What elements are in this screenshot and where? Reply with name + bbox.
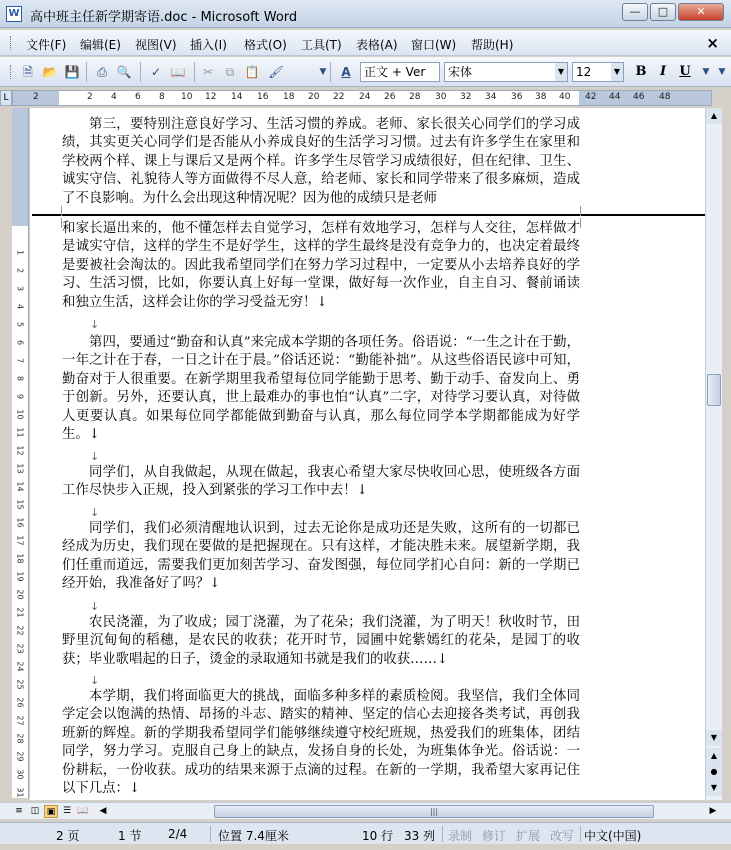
ruler-tick: 27 <box>15 715 25 726</box>
ruler-tick: 10 <box>181 92 193 102</box>
ruler-tick: 8 <box>159 92 165 102</box>
format-painter-icon[interactable]: 🖌 <box>268 65 284 79</box>
copy-icon[interactable]: ⧉ <box>225 65 235 79</box>
document-close-button[interactable]: × <box>706 34 719 52</box>
open-folder-icon[interactable]: 📂 <box>42 65 58 79</box>
ruler-tick: 2 <box>15 267 25 274</box>
ruler-tick: 42 <box>585 92 597 102</box>
maximize-button[interactable] <box>650 3 676 21</box>
crop-mark <box>580 218 602 228</box>
horizontal-scroll-thumb[interactable]: ||| <box>214 805 654 818</box>
status-separator <box>210 826 211 842</box>
ruler-tick: 18 <box>15 553 25 564</box>
status-position[interactable]: 位置 7.4厘米 <box>218 829 289 843</box>
ruler-tick: 12 <box>205 92 217 102</box>
scroll-right-icon[interactable]: ▶ <box>709 806 717 816</box>
paragraph[interactable]: 第三，要特别注意良好学习、生活习惯的养成。老师、家长很关心同学们的学习成绩，其实更关心同学们是否能从小养成良好的生活学习习惯。过去有许多学生在家里和学校两个样、课上与课后又是两个样。许多学生尽管学习成绩很好，但在纪律、卫生、诚实守信、礼貌待人等方面做得不尽人意，给老师、家长和同学带来了很多麻烦，造成了不良影响。为什么会出现这种情况呢？因为他的成绩只是老师 <box>62 117 580 206</box>
ruler-tick: 2 <box>87 92 93 102</box>
status-section[interactable]: 1 节 <box>118 829 142 843</box>
ruler-tick: 29 <box>15 751 25 762</box>
ruler-tick: 4 <box>15 303 25 310</box>
document-area[interactable] <box>30 108 705 800</box>
font-value: 宋体 <box>448 65 473 79</box>
status-bar <box>0 822 731 844</box>
status-record-macro[interactable]: 录制 <box>448 829 473 843</box>
ruler-tick: 48 <box>659 92 671 102</box>
status-separator <box>580 826 581 842</box>
paragraph[interactable]: 同学们，从自我做起，从现在做起，我衷心希望大家尽快收回心思，使班级各方面工作尽快步入正规，投入到紧张的学习工作中去！↓ <box>62 465 580 499</box>
paragraph[interactable]: 第四，要通过“勤奋和认真”来完成本学期的各项任务。俗语说：“一生之计在于勤，一年之计在于春，一日之计在于晨。”俗话还说：“勤能补拙”。从这些俗语民谚中可知，勤奋对于人很重要。在新学期里我希望每位同学能勤于思考、勤于动手、奋发向上、勇于创新。另外，还要认真，世上最难办的事也怕“认真”二字，对待学习要认真，对待做人更要认真。如果每位同学都能做到勤奋与认真，那么每位同学本学期都能成为好学生。↓ <box>62 335 580 443</box>
ruler-tick: 30 <box>435 92 447 102</box>
spelling-icon[interactable]: ✓ <box>150 65 162 79</box>
close-icon: ✕ <box>696 5 706 18</box>
ruler-tick: 14 <box>231 92 243 102</box>
bold-button[interactable]: B <box>635 64 647 79</box>
tab-selector[interactable]: L <box>0 90 12 106</box>
title-bar <box>0 0 731 28</box>
ruler-tick: 19 <box>15 571 25 582</box>
ruler-tick: 14 <box>15 481 25 492</box>
style-value: 正文 + Ver <box>364 65 426 79</box>
status-page[interactable]: 2 页 <box>56 829 80 843</box>
ruler-tick: 26 <box>15 697 25 708</box>
ruler-tick: 16 <box>257 92 269 102</box>
menu-insert[interactable]: 插入(I) <box>190 38 227 52</box>
word-app-icon[interactable]: W <box>6 6 22 22</box>
status-extend-selection[interactable]: 扩展 <box>516 829 541 843</box>
toolbar-separator <box>140 62 141 82</box>
crop-mark <box>40 218 62 228</box>
minimize-icon: — <box>629 5 641 18</box>
font-combobox[interactable] <box>444 62 568 82</box>
new-document-icon[interactable]: 🗎 <box>23 65 33 79</box>
research-icon[interactable]: 📖 <box>170 65 186 79</box>
paragraph-mark: ↓ <box>90 450 100 463</box>
toolbar-separator <box>86 62 87 82</box>
menu-file[interactable]: 文件(F) <box>26 38 67 52</box>
maximize-icon: □ <box>657 5 669 18</box>
ruler-tick: 10 <box>15 409 25 420</box>
menu-edit[interactable]: 编辑(E) <box>80 38 121 52</box>
ruler-tick: 40 <box>559 92 571 102</box>
outline-view-icon[interactable]: ☰ <box>62 806 72 816</box>
ruler-tick: 6 <box>135 92 141 102</box>
ruler-tick: 30 <box>15 769 25 780</box>
chevron-down-icon[interactable]: ▼ <box>611 63 623 81</box>
toolbar-grip[interactable] <box>10 65 13 79</box>
menu-tools[interactable]: 工具(T) <box>301 38 342 52</box>
ruler-tick: 17 <box>15 535 25 546</box>
ruler-tick: 23 <box>15 643 25 654</box>
ruler-tick: 6 <box>15 339 25 346</box>
vertical-scroll-thumb[interactable] <box>707 374 721 406</box>
chevron-down-icon[interactable]: ▼ <box>555 63 567 81</box>
ruler-tick: 3 <box>15 285 25 292</box>
print-icon[interactable]: ⎙ <box>97 65 107 79</box>
underline-button[interactable]: U <box>679 64 691 79</box>
menu-window[interactable]: 窗口(W) <box>411 38 457 52</box>
status-overtype[interactable]: 改写 <box>550 829 575 843</box>
ruler-tick: 20 <box>15 589 25 600</box>
status-line[interactable]: 10 行 <box>362 829 394 843</box>
select-browse-object-icon[interactable]: ● <box>706 764 722 780</box>
ruler-tick: 18 <box>283 92 295 102</box>
next-page-icon[interactable]: ▼ <box>706 780 722 796</box>
italic-button[interactable]: I <box>659 64 667 79</box>
paragraph[interactable]: 本学期，我们将面临更大的挑战，面临多种多样的素质检阅。我坚信，我们全体同学定会以饱满的热情、昂扬的斗志、踏实的精神、坚定的信心去迎接各类考试，再创我班新的辉煌。新的学期我希望同学们能够继续遵守校纪班规，热爱我们的班集体，团结同学，努力学习。克服自己身上的缺点，发扬自身的长处，为班集体争光。俗话说：一份耕耘，一份收获。成功的结果来源于点滴的过程。在新的一学期，我希望大家再记住以下几点：↓ <box>62 689 580 797</box>
ruler-tick: 8 <box>15 375 25 382</box>
toolbar-overflow-icon[interactable]: ▼ <box>718 67 726 77</box>
ruler-tick: 28 <box>15 733 25 744</box>
ruler-tick: 11 <box>15 427 25 438</box>
window-title: 高中班主任新学期寄语.doc - Microsoft Word <box>30 10 298 25</box>
toolbar-separator <box>330 62 331 82</box>
page-break-line <box>32 214 705 216</box>
ruler-tick: 24 <box>15 661 25 672</box>
menu-help[interactable]: 帮助(H) <box>471 38 514 52</box>
status-column[interactable]: 33 列 <box>404 829 436 843</box>
ruler-tick: 15 <box>15 499 25 510</box>
ruler-tick: 5 <box>15 321 25 328</box>
scroll-down-icon[interactable]: ▼ <box>706 730 722 746</box>
paragraph-mark: ↓ <box>90 600 100 613</box>
ruler-tick: 25 <box>15 679 25 690</box>
scroll-up-icon[interactable]: ▲ <box>706 108 722 124</box>
ruler-tick: 36 <box>511 92 523 102</box>
close-button[interactable] <box>678 3 724 21</box>
ruler-tick: 9 <box>15 393 25 400</box>
previous-page-icon[interactable]: ▲ <box>706 748 722 764</box>
reading-layout-view-icon[interactable]: 📖 <box>77 806 89 816</box>
paragraph-mark: ↓ <box>90 506 100 519</box>
ruler-tick: 38 <box>535 92 547 102</box>
print-layout-view-icon[interactable]: ▣ <box>44 805 58 818</box>
ruler-tick: 44 <box>609 92 621 102</box>
paragraph[interactable]: 同学们，我们必须清醒地认识到，过去无论你是成功还是失败，这所有的一切都已经成为历史，我们现在要做的是把握现在。只有这样，才能决胜未来。展望新学期，我们任重而道远，需要我们更加刻苦学习、奋发图强，每位同学扪心自问：新的一学期已经开始，我准备好了吗？↓ <box>62 521 580 592</box>
ruler-tick: 2 <box>33 92 39 102</box>
ruler-tick: 4 <box>111 92 117 102</box>
menu-table[interactable]: 表格(A) <box>356 38 398 52</box>
print-preview-icon[interactable]: 🔍 <box>116 65 132 79</box>
save-icon[interactable]: 💾 <box>64 65 80 79</box>
horizontal-scrollbar[interactable] <box>0 802 731 819</box>
normal-view-icon[interactable]: ≡ <box>15 806 23 816</box>
ruler-tick: 32 <box>460 92 472 102</box>
font-size-value: 12 <box>576 65 592 79</box>
ruler-tick: 34 <box>485 92 497 102</box>
toolbar <box>0 57 731 87</box>
menu-bar <box>0 30 731 56</box>
font-size-combobox[interactable] <box>572 62 624 82</box>
status-page-of[interactable]: 2/4 <box>168 827 188 841</box>
underline-dropdown-icon[interactable]: ▼ <box>702 67 710 77</box>
ruler-tick: 28 <box>409 92 421 102</box>
menu-view[interactable]: 视图(V) <box>135 38 177 52</box>
ruler-tick: 7 <box>15 357 25 364</box>
ruler-tick: 22 <box>15 625 25 636</box>
web-layout-view-icon[interactable]: ◫ <box>30 806 40 816</box>
status-separator <box>442 826 443 842</box>
ruler-right-margin <box>579 91 711 105</box>
ruler-tick: 21 <box>15 607 25 618</box>
menu-format[interactable]: 格式(O) <box>244 38 287 52</box>
ruler-tick: 46 <box>633 92 645 102</box>
status-language[interactable]: 中文(中国) <box>584 829 642 843</box>
ruler-top-margin <box>12 108 28 226</box>
vertical-scrollbar[interactable] <box>705 108 722 800</box>
paragraph[interactable]: 农民浇灌，为了收成；园丁浇灌，为了花朵；我们浇灌，为了明天！秋收时节，田野里沉甸甸的稻穗，是农民的收获；花开时节，园圃中姹紫嫣红的花朵，是园丁的收获；毕业歌唱起的日子，烫金的录取通知书就是我们的收获……↓ <box>62 615 580 667</box>
paste-icon[interactable]: 📋 <box>244 65 260 79</box>
ruler-tick: 26 <box>384 92 396 102</box>
paragraph[interactable]: 和家长逼出来的，他不懂怎样去自觉学习，怎样有效地学习，怎样与人交往，怎样做才是诚实守信，这样的学生不是好学生，这样的学生最终是没有竞争力的，也决定着最终是要被社会淘汰的。因此我希望同学们在努力学习过程中，一定要从小去培养良好的学习、生活习惯，比如，你要认真上好每一堂课，做好每一次作业，自主自习、餐前诵读和独立生活，这样会让你的学习受益无穷！↓ <box>62 221 580 310</box>
status-track-changes[interactable]: 修订 <box>482 829 507 843</box>
crop-mark <box>580 206 602 216</box>
scroll-left-icon[interactable]: ◀ <box>99 806 107 816</box>
ruler-tick: 12 <box>15 445 25 456</box>
ruler-tick: 31 <box>15 787 25 798</box>
crop-mark <box>40 206 62 216</box>
ruler-tick: 24 <box>359 92 371 102</box>
horizontal-ruler[interactable] <box>12 90 712 106</box>
toolbar-separator <box>194 62 195 82</box>
paragraph-mark: ↓ <box>90 674 100 687</box>
cut-icon[interactable]: ✂ <box>202 65 214 79</box>
ruler-tick: 20 <box>308 92 320 102</box>
style-combobox[interactable] <box>360 62 440 82</box>
vertical-ruler[interactable] <box>12 108 29 798</box>
menu-grip[interactable] <box>10 36 13 50</box>
minimize-button[interactable] <box>622 3 648 21</box>
ruler-tick: 16 <box>15 517 25 528</box>
ruler-tick: 13 <box>15 463 25 474</box>
toolbar-overflow-icon[interactable]: ▼ <box>319 67 327 77</box>
ruler-tick: 22 <box>333 92 345 102</box>
paragraph-mark: ↓ <box>90 318 100 331</box>
ruler-tick: 1 <box>15 249 25 256</box>
styles-pane-icon[interactable]: A <box>341 65 351 79</box>
